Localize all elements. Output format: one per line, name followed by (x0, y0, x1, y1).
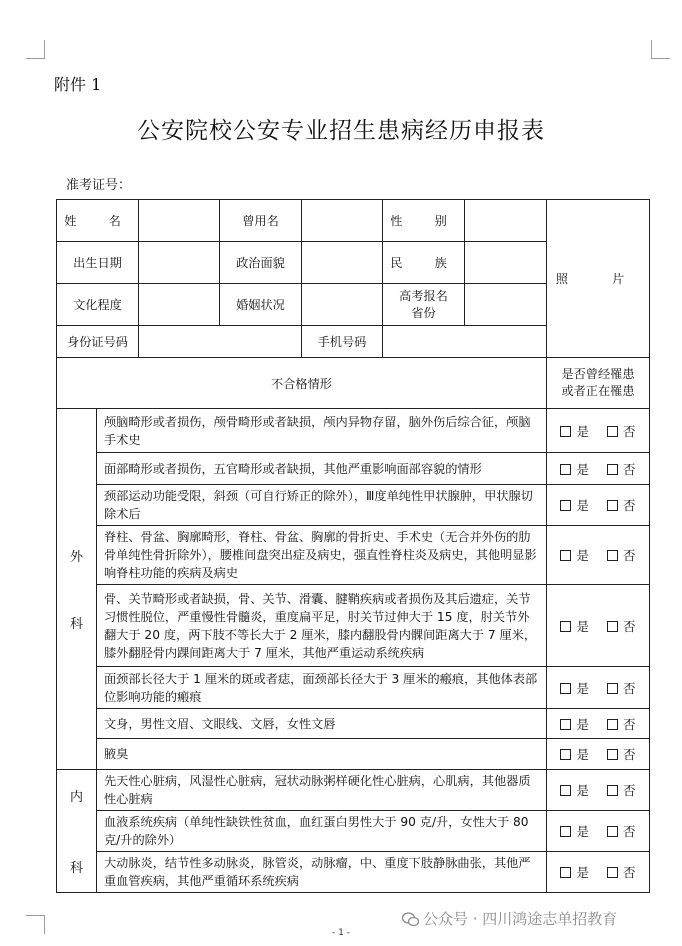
section-label-char: 科 (69, 861, 83, 876)
section-label-char: 外 (69, 550, 83, 565)
watermark-text: 公众号 · 四川鸿途志单招教育 (423, 910, 618, 928)
marital-status-label: 婚姻状况 (220, 284, 302, 326)
yes-label: 是 (576, 498, 589, 513)
no-checkbox[interactable] (607, 747, 636, 762)
yes-label: 是 (576, 716, 589, 732)
yes-no-options (547, 667, 650, 709)
page-number: - 1 - (332, 928, 350, 938)
condition-text: 先天性心脏病，风湿性心脏病，冠状动脉粥样硬化性心脏病，心肌病，其他器质性心脏病 (97, 770, 547, 811)
yes-checkbox[interactable] (560, 619, 589, 634)
name-label: 姓 名 (57, 200, 139, 242)
condition-row (57, 526, 650, 585)
ethnicity-label: 民 族 (383, 242, 465, 284)
condition-text: 文身，男性文眉、文眼线、文唇，女性文唇 (97, 709, 547, 739)
id-number-label: 身份证号码 (57, 326, 139, 358)
condition-text: 血液系统疾病（单纯性缺铁性贫血，血红蛋白男性大于 90 克/升，女性大于 80 克/升的除外） (97, 811, 547, 852)
condition-row (57, 453, 650, 485)
condition-row (57, 739, 650, 770)
crop-mark-top-right (651, 40, 670, 59)
ethnicity-value[interactable] (465, 242, 547, 284)
condition-text: 颅脑畸形或者损伤，颅骨畸形或者缺损，颅内异物存留，脑外伤后综合征，颅脑手术史 (97, 409, 547, 453)
checkbox-icon (607, 621, 618, 632)
section-label-char: 科 (69, 617, 83, 632)
checkbox-icon (607, 867, 618, 878)
checkbox-icon (607, 749, 618, 760)
no-checkbox[interactable] (607, 681, 636, 696)
yes-checkbox[interactable] (560, 498, 589, 513)
section-label (57, 409, 97, 770)
yes-checkbox[interactable] (560, 462, 589, 477)
checkbox-icon (560, 683, 571, 694)
yes-label: 是 (576, 548, 589, 563)
marital-status-value[interactable] (302, 284, 383, 326)
no-label: 否 (623, 461, 636, 477)
checkbox-icon (560, 550, 571, 561)
yes-label: 是 (576, 783, 589, 798)
checkbox-icon (560, 500, 571, 511)
yes-label: 是 (576, 680, 589, 696)
photo-box[interactable]: 照 片 (547, 200, 650, 358)
yes-no-options (547, 739, 650, 770)
political-status-value[interactable] (302, 242, 383, 284)
checkbox-icon (607, 550, 618, 561)
page-title: 公安院校公安专业招生患病经历申报表 (137, 118, 545, 144)
checkbox-icon (607, 464, 618, 475)
condition-text: 腋臭 (97, 739, 547, 770)
yes-no-options (547, 409, 650, 453)
yes-label: 是 (576, 423, 589, 439)
declaration-form-table (56, 199, 650, 893)
no-checkbox[interactable] (607, 865, 636, 880)
checkbox-icon (560, 621, 571, 632)
phone-value[interactable] (383, 326, 547, 358)
no-checkbox[interactable] (607, 462, 636, 477)
no-label: 否 (623, 618, 636, 634)
yes-label: 是 (576, 747, 589, 762)
yes-no-options (547, 811, 650, 852)
yes-label: 是 (576, 824, 589, 839)
condition-row (57, 485, 650, 526)
no-label: 否 (623, 747, 636, 762)
no-checkbox[interactable] (607, 783, 636, 798)
education-value[interactable] (139, 284, 220, 326)
checkbox-icon (560, 867, 571, 878)
former-name-value[interactable] (302, 200, 383, 242)
checkbox-icon (607, 826, 618, 837)
gaokao-province-value[interactable] (465, 284, 547, 326)
condition-row (57, 811, 650, 852)
condition-row (57, 667, 650, 709)
no-label: 否 (623, 783, 636, 798)
no-label: 否 (623, 680, 636, 696)
yes-label: 是 (576, 461, 589, 477)
yes-checkbox[interactable] (560, 681, 589, 696)
condition-row (57, 770, 650, 811)
yes-no-options (547, 852, 650, 893)
checkbox-icon (607, 785, 618, 796)
no-label: 否 (623, 716, 636, 732)
checkbox-icon (560, 426, 571, 437)
yes-no-options (547, 526, 650, 585)
yes-checkbox[interactable] (560, 747, 589, 762)
attachment-label: 附件 1 (54, 75, 102, 94)
former-name-label: 曾用名 (220, 200, 302, 242)
condition-text: 骨、关节畸形或者缺损，骨、关节、滑囊、腱鞘疾病或者损伤及其后遗症，关节习惯性脱位，严重慢性骨髓炎，重度扁平足，肘关节过伸大于 15 度，肘关节外翻大于 20 度，两下肢不等长大于 2 厘米，膝内翻股骨内髁间距离大于 7 厘米，膝外翻胫骨内踝间距离大于 7 厘米，其他严重运动系统疾病 (97, 585, 547, 667)
no-checkbox[interactable] (607, 498, 636, 513)
yes-checkbox[interactable] (560, 824, 589, 839)
phone-label: 手机号码 (302, 326, 383, 358)
yes-checkbox[interactable] (560, 783, 589, 798)
condition-text: 面部畸形或者损伤，五官畸形或者缺损，其他严重影响面部容貌的情形 (97, 453, 547, 485)
checkbox-icon (607, 683, 618, 694)
exam-number-label: 准考证号： (66, 178, 132, 193)
yes-label: 是 (576, 865, 589, 880)
no-checkbox[interactable] (607, 619, 636, 634)
no-checkbox[interactable] (607, 548, 636, 563)
condition-text: 面颈部长径大于 1 厘米的斑或者痣，面颈部长径大于 3 厘米的瘢痕，其他体表部位影响功能的瘢痕 (97, 667, 547, 709)
birth-date-label: 出生日期 (57, 242, 139, 284)
section-label-char: 内 (69, 790, 83, 805)
wechat-icon (402, 912, 419, 927)
yes-label: 是 (576, 618, 589, 634)
checkbox-icon (607, 500, 618, 511)
condition-row (57, 852, 650, 893)
yes-checkbox[interactable] (560, 548, 589, 563)
checkbox-icon (560, 719, 571, 730)
yes-checkbox[interactable] (560, 424, 589, 439)
watermark (402, 908, 617, 929)
no-label: 否 (623, 865, 636, 880)
no-label: 否 (623, 423, 636, 439)
name-value[interactable] (139, 200, 220, 242)
birth-date-value[interactable] (139, 242, 220, 284)
gaokao-province-label: 高考报名省份 (383, 284, 465, 326)
checkbox-icon (560, 826, 571, 837)
condition-header: 不合格情形 (57, 358, 547, 409)
checkbox-icon (607, 719, 618, 730)
checkbox-icon (560, 749, 571, 760)
condition-text: 大动脉炎，结节性多动脉炎，脉管炎，动脉瘤，中、重度下肢静脉曲张，其他严重血管疾病，其他严重循环系统疾病 (97, 852, 547, 893)
yes-no-options (547, 770, 650, 811)
history-header: 是否曾经罹患或者正在罹患 (547, 358, 650, 409)
yes-no-options (547, 485, 650, 526)
yes-no-options (547, 709, 650, 739)
political-status-label: 政治面貌 (220, 242, 302, 284)
gender-label: 性 别 (383, 200, 465, 242)
yes-checkbox[interactable] (560, 717, 589, 732)
section-label (57, 770, 97, 893)
yes-no-options (547, 453, 650, 485)
no-label: 否 (623, 498, 636, 513)
condition-row (57, 409, 650, 453)
condition-text: 颈部运动功能受限，斜颈（可自行矫正的除外），Ⅲ度单纯性甲状腺肿，甲状腺切除术后 (97, 485, 547, 526)
gender-value[interactable] (465, 200, 547, 242)
no-label: 否 (623, 548, 636, 563)
no-checkbox[interactable] (607, 824, 636, 839)
no-checkbox[interactable] (607, 424, 636, 439)
yes-no-options (547, 585, 650, 667)
crop-mark-top-left (26, 40, 45, 59)
no-checkbox[interactable] (607, 717, 636, 732)
no-label: 否 (623, 824, 636, 839)
checkbox-icon (560, 785, 571, 796)
id-number-value[interactable] (139, 326, 302, 358)
condition-text: 脊柱、骨盆、胸廓畸形，脊柱、骨盆、胸廓的骨折史、手术史（无合并外伤的肋骨单纯性骨折除外），腰椎间盘突出症及病史，强直性脊柱炎及病史，其他明显影响脊柱功能的疾病及病史 (97, 526, 547, 585)
condition-row (57, 709, 650, 739)
condition-row (57, 585, 650, 667)
checkbox-icon (560, 464, 571, 475)
checkbox-icon (607, 426, 618, 437)
yes-checkbox[interactable] (560, 865, 589, 880)
education-label: 文化程度 (57, 284, 139, 326)
